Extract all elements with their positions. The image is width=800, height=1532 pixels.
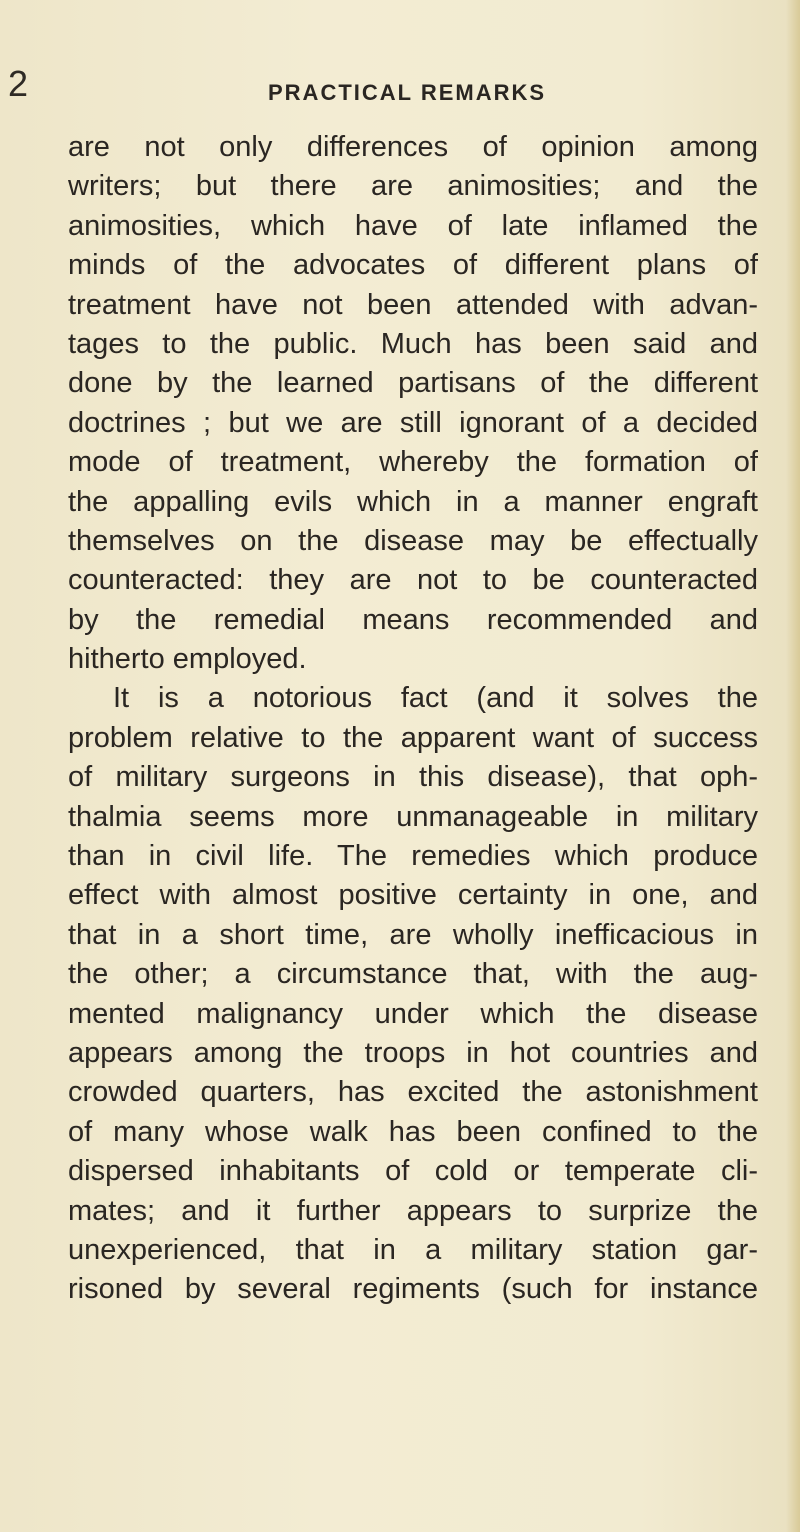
text-line: tages to the public. Much has been said and bbox=[68, 327, 758, 360]
text-line: themselves on the disease may be effectually bbox=[68, 524, 758, 557]
text-line: writers; but there are animosities; and the bbox=[68, 170, 758, 203]
running-head: PRACTICAL REMARKS bbox=[268, 80, 547, 105]
text-line: thalmia seems more unmanageable in military bbox=[68, 800, 758, 833]
text-line: treatment have not been attended with advan- bbox=[68, 288, 758, 321]
text-line: mode of treatment, whereby the formation of bbox=[68, 446, 758, 479]
body-text bbox=[68, 128, 758, 1310]
text-line: counteracted: they are not to be counteracted bbox=[68, 564, 758, 597]
text-line: than in civil life. The remedies which produce bbox=[68, 840, 758, 873]
text-line: doctrines ; but we are still ignorant of a decided bbox=[68, 406, 758, 439]
text-line: minds of the advocates of different plans of bbox=[68, 249, 758, 282]
text-line: the other; a circumstance that, with the aug- bbox=[68, 958, 758, 991]
text-line: dispersed inhabitants of cold or temperate cli- bbox=[68, 1155, 758, 1188]
text-line: mates; and it further appears to surprize the bbox=[68, 1194, 758, 1227]
text-line: are not only differences of opinion among bbox=[68, 131, 758, 163]
text-line: done by the learned partisans of the different bbox=[68, 367, 758, 400]
text-line: animosities, which have of late inflamed the bbox=[68, 209, 758, 242]
text-line: problem relative to the apparent want of success bbox=[68, 721, 758, 754]
page-number: 2 bbox=[8, 63, 29, 104]
text-line: by the remedial means recommended and bbox=[68, 603, 758, 636]
text-line: appears among the troops in hot countries and bbox=[68, 1036, 758, 1069]
text-line: that in a short time, are wholly inefficacious in bbox=[68, 918, 758, 951]
text-line: of military surgeons in this disease), that oph- bbox=[68, 761, 758, 794]
text-line: unexperienced, that in a military station gar- bbox=[68, 1233, 758, 1266]
page-edge-shadow bbox=[786, 0, 800, 1532]
paragraph-start-line: It is a notorious fact (and it solves the bbox=[113, 682, 758, 715]
text-line: mented malignancy under which the disease bbox=[68, 997, 758, 1030]
text-line: effect with almost positive certainty in one, and bbox=[68, 879, 758, 912]
text-line: risoned by several regiments (such for instance bbox=[68, 1273, 758, 1306]
text-line: of many whose walk has been confined to the bbox=[68, 1115, 758, 1148]
text-line: crowded quarters, has excited the astonishment bbox=[68, 1076, 758, 1109]
paragraph-end-line: hitherto employed. bbox=[68, 643, 307, 676]
text-line: the appalling evils which in a manner engraft bbox=[68, 485, 758, 518]
